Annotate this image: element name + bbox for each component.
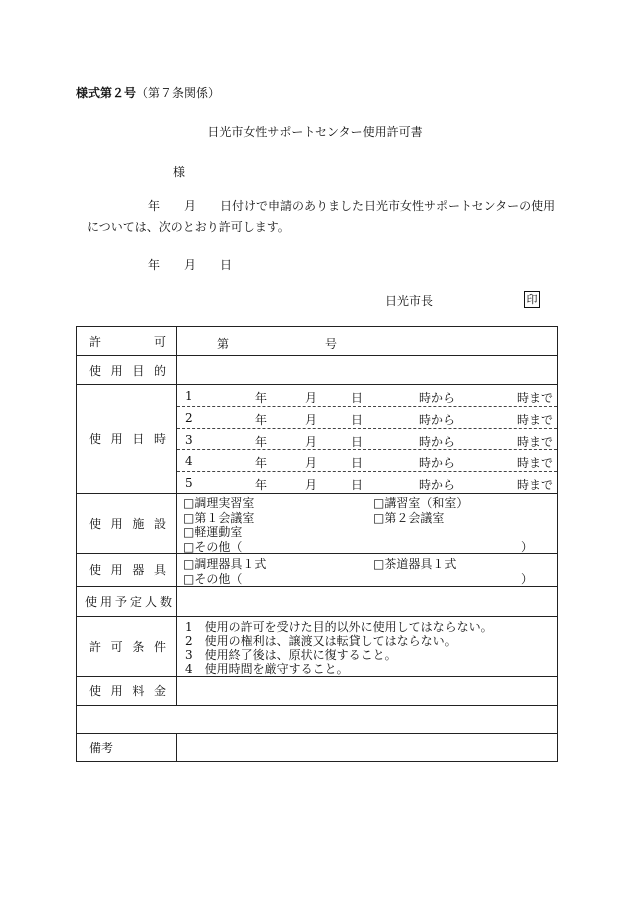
label-permit: 許 可 — [77, 327, 177, 356]
permit-form-table — [76, 326, 558, 762]
permit-gou: 号 — [325, 337, 338, 351]
fee-field[interactable] — [177, 676, 558, 705]
conditions-field — [177, 616, 558, 676]
schedule-field[interactable] — [177, 385, 558, 494]
facilities-field — [177, 493, 558, 553]
label-conditions: 許 可 条 件 — [77, 616, 177, 676]
equipment-field — [177, 553, 558, 586]
purpose-field[interactable] — [177, 356, 558, 385]
permit-dai: 第 — [217, 337, 230, 351]
condition-item: 2 使用の権利は、譲渡又は転貸してはならない。 — [185, 634, 457, 649]
label-facilities: 使 用 施 設 — [77, 493, 177, 553]
equipment-other-close: ） — [520, 571, 533, 586]
label-notes: 備考 — [77, 733, 177, 761]
schedule-line: 5 年 月 日 時から 時まで — [185, 476, 553, 493]
checkbox-cooking-tools[interactable]: □調理器具１式 — [183, 557, 267, 572]
label-people: 使用予定人数 — [77, 586, 177, 616]
checkbox-tea-tools[interactable]: □茶道器具１式 — [373, 557, 457, 572]
seal-mark: 印 — [524, 291, 540, 308]
checkbox-exercise-room[interactable]: □軽運動室 — [183, 525, 243, 540]
schedule-line: 3 年 月 日 時から 時まで — [177, 429, 557, 451]
row-equipment — [77, 553, 558, 586]
schedule-line: 1 年 月 日 時から 時まで — [177, 385, 557, 407]
checkbox-facility-other[interactable]: □その他（ — [183, 539, 243, 554]
form-number-rest: （第７条関係） — [136, 86, 221, 100]
row-fee — [77, 676, 558, 705]
schedule-line: 2 年 月 日 時から 時まで — [177, 407, 557, 429]
people-field[interactable] — [177, 586, 558, 616]
checkbox-cooking-room[interactable]: □調理実習室 — [183, 496, 255, 511]
facility-other-close: ） — [520, 539, 533, 554]
body-line-1: 年 月 日付けで申請のありました日光市女性サポートセンターの使用 — [148, 199, 556, 213]
label-equipment: 使 用 器 具 — [77, 553, 177, 586]
label-purpose: 使 用 目 的 — [77, 356, 177, 385]
checkbox-lecture-room[interactable]: □講習室（和室） — [373, 496, 469, 511]
row-conditions — [77, 616, 558, 676]
blank-field[interactable] — [77, 705, 558, 733]
recipient-suffix: 様 — [173, 165, 186, 179]
condition-item: 4 使用時間を厳守すること。 — [185, 662, 349, 677]
row-facilities — [77, 493, 558, 553]
notes-field[interactable] — [177, 733, 558, 761]
condition-item: 1 使用の許可を受けた目的以外に使用してはならない。 — [185, 620, 493, 635]
form-number-bold: 様式第２号 — [76, 86, 137, 100]
issuer-name: 日光市長 — [385, 294, 434, 308]
body-line-2: については、次のとおり許可します。 — [87, 220, 290, 234]
row-people — [77, 586, 558, 616]
issue-date: 年 月 日 — [148, 258, 233, 272]
form-number — [76, 84, 220, 101]
row-blank — [77, 705, 558, 733]
row-notes — [77, 733, 558, 761]
row-permit-number — [77, 327, 558, 356]
schedule-line: 4 年 月 日 時から 時まで — [177, 450, 557, 472]
condition-item: 3 使用終了後は、原状に復すること。 — [185, 648, 397, 663]
checkbox-meeting-room-1[interactable]: □第１会議室 — [183, 510, 255, 525]
row-schedule — [77, 385, 558, 494]
label-schedule: 使 用 日 時 — [77, 385, 177, 494]
permit-number-field[interactable] — [177, 327, 558, 356]
checkbox-equipment-other[interactable]: □その他（ — [183, 571, 243, 586]
checkbox-meeting-room-2[interactable]: □第２会議室 — [373, 510, 445, 525]
document-title: 日光市女性サポートセンター使用許可書 — [207, 125, 423, 139]
label-fee: 使 用 料 金 — [77, 676, 177, 705]
row-purpose — [77, 356, 558, 385]
